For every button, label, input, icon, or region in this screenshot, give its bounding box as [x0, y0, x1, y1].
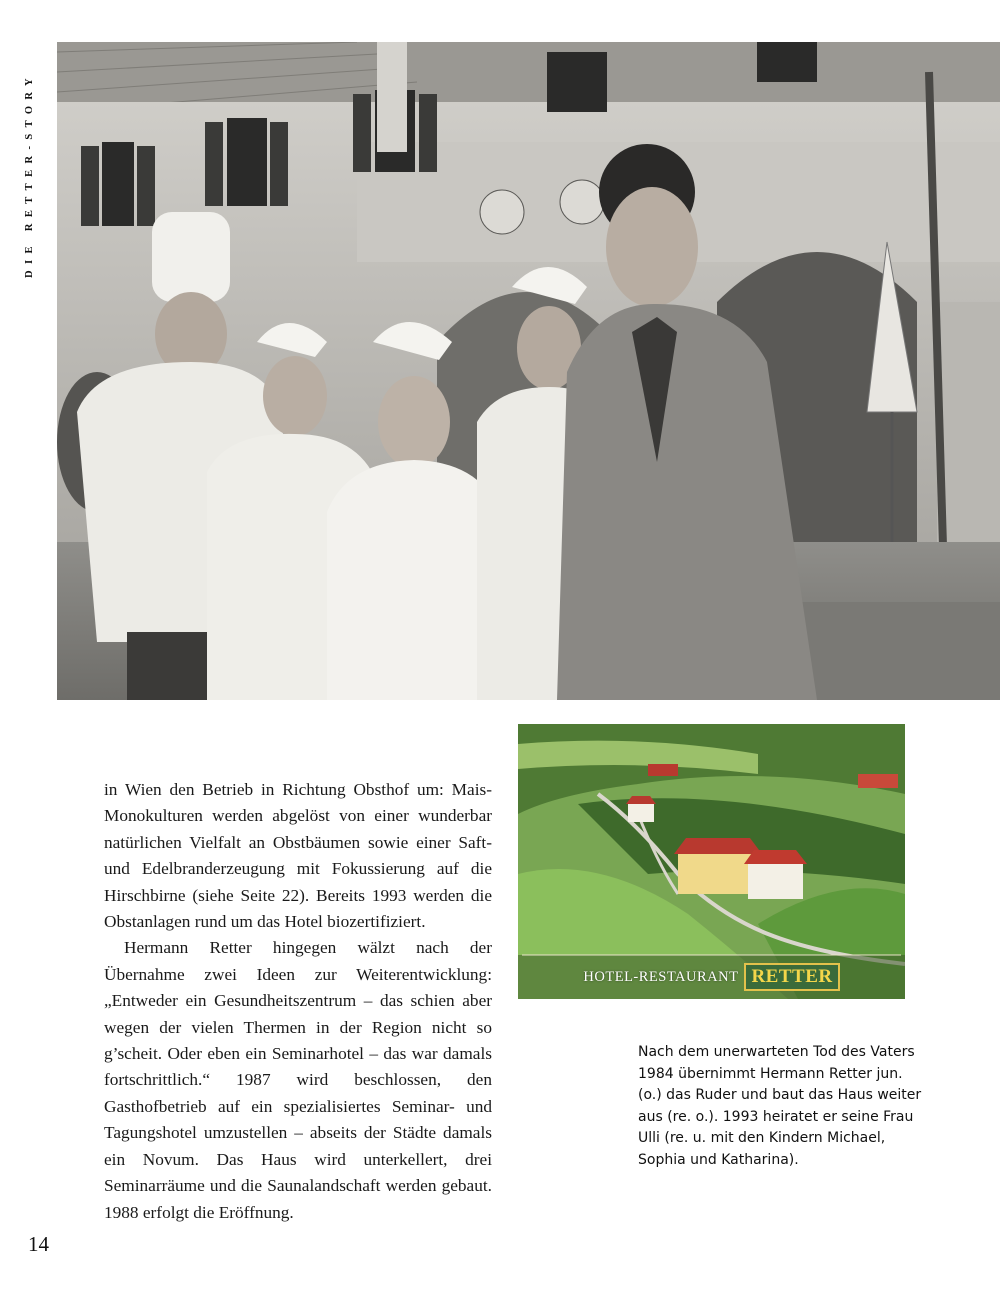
photo-caption: Nach dem unerwarteten Tod des Vaters 1984 übernimmt Hermann Retter jun. (o.) das Ruder und baut das Haus weiter aus (re. o.). 1993 heiratet er seine Frau Ulli (re. u. mit den Kindern Michael, Sophia und Katharina). — [638, 1044, 922, 1168]
hotel-postcard — [518, 724, 905, 999]
staff-photo — [57, 42, 1000, 700]
page-number: 14 — [28, 1232, 49, 1256]
postcard-brand-logo: RETTER — [744, 963, 839, 991]
article-paragraph: Hermann Retter hingegen wälzt nach der Übernahme zwei Ideen zur Weiterentwicklung: „Entweder ein Gesundheitszentrum – das schien aber wegen der vielen Thermen in der Region nicht so g’scheit. Oder eben ein Seminarhotel – das war damals fortschrittlich.“ 1987 wird beschlossen, den Gasthofbetrieb auf ein spezialisiertes Seminar- und Tagungshotel umzustellen – abseits der Städte damals ein Novum. Das Haus wird unterkellert, drei Seminarräume und die Saunalandschaft werden gebaut. 1988 erfolgt die Eröffnung. — [104, 938, 492, 1222]
article-paragraph: in Wien den Betrieb in Richtung Obsthof um: Mais-Monokulturen werden abgelöst von einer wunderbar natürlichen Vielfalt an Obstbäumen sowie einer Saft- und Edelbranderzeugung mit Fokussierung auf die Hirschbirne (siehe Seite 22). Bereits 1993 werden die Obstanlagen rund um das Hotel biozertifiziert. — [104, 780, 492, 932]
article-body — [104, 777, 492, 1226]
staff-photo-illustration — [57, 42, 1000, 700]
section-label — [16, 72, 42, 332]
section-label-text: DIE RETTER-STORY — [23, 72, 35, 278]
postcard-label-text: HOTEL-RESTAURANT — [583, 968, 739, 985]
postcard-label — [518, 955, 905, 999]
